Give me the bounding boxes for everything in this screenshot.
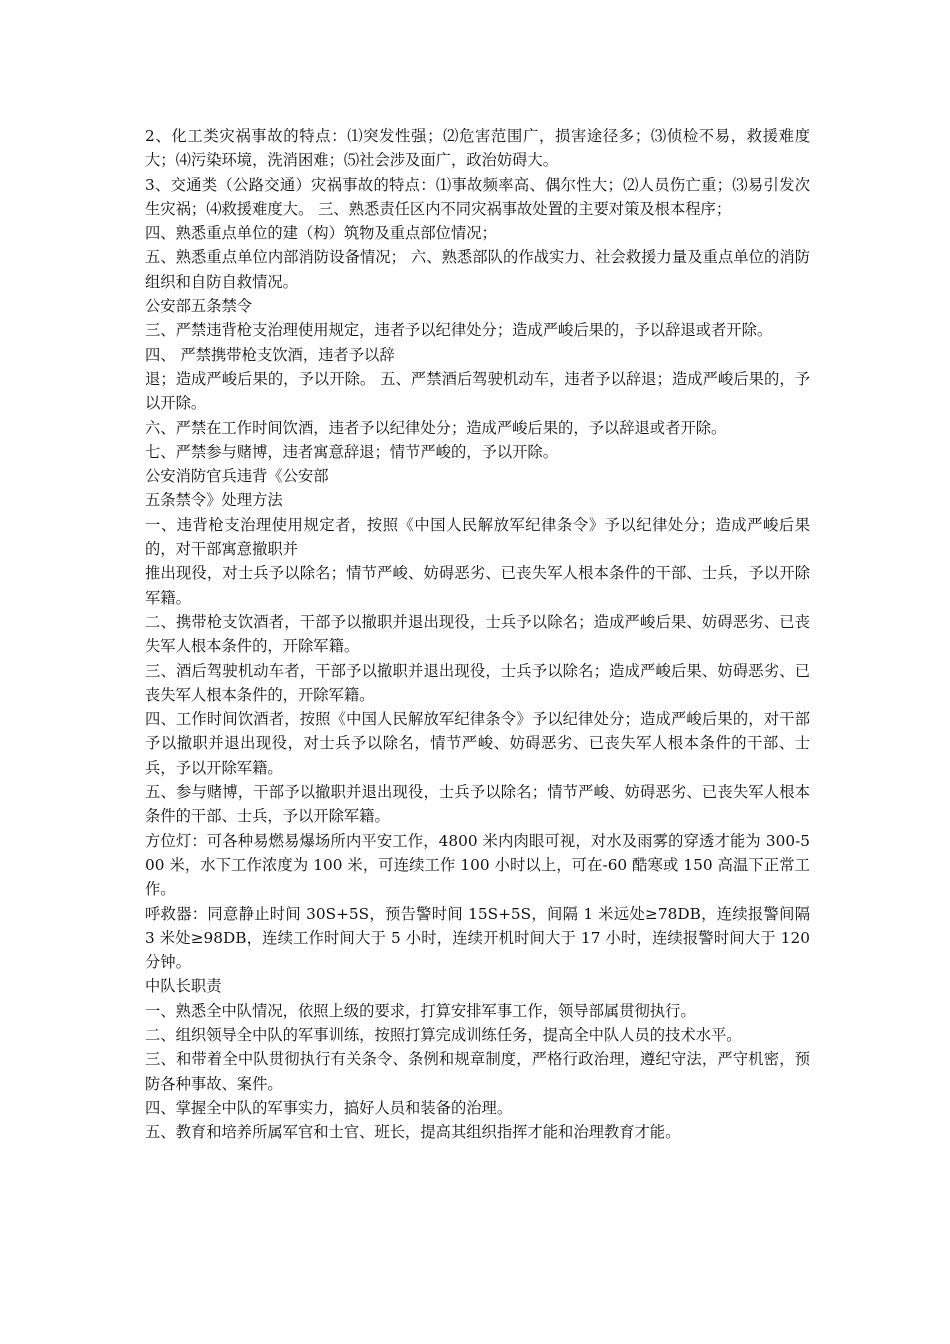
paragraph-distress-alarm: 呼救器：同意静止时间 30S+5S，预告警时间 15S+5S，间隔 1 米远处≥78DB，连续报警间隔 3 米处≥98DB，连续工作时间大于 5 小时，连续开机时间大于 17 小时，连续报警时间大于 120 分钟。 [145,904,810,972]
paragraph-handling-gambling: 五、参与赌博，干部予以撤职并退出现役，士兵予以除名；情节严峻、妨碍恶劣、已丧失军人根本条件的干部、士兵，予以开除军籍。 [145,783,810,826]
paragraph-direction-light: 方位灯：可各种易燃易爆场所内平安工作，4800 米内肉眼可视，对水及雨雾的穿透才能为 300-500 米，水下工作浓度为 100 米，可连续工作 100 小时以上，可在-60 酷寒或 150 高温下正常工作。 [145,831,810,899]
paragraph-duty-3: 三、和带着全中队贯彻执行有关条令、条例和规章制度，严格行政治理，遵纪守法，严守机密，预防各种事故、案件。 [145,1050,810,1093]
paragraph-prohibition-firearms-drinking: 四、 严禁携带枪支饮酒，违者予以辞 [145,345,395,364]
paragraph-duty-5: 五、教育和培养所属军官和士官、班长，提高其组织指挥才能和治理教育才能。 [145,1123,681,1142]
paragraph-prohibition-work-drinking: 六、严禁在工作时间饮酒，违者予以纪律处分；造成严峻后果的，予以辞退或者开除。 [145,418,727,437]
paragraph-handling-firearms: 一、违背枪支治理使用规定者，按照《中国人民解放军纪律条令》予以纪律处分；造成严峻后果的，对干部寓意撤职并 [145,515,810,559]
paragraph-key-unit-fire-equipment: 五、熟悉重点单位内部消防设备情况； 六、熟悉部队的作战实力、社会救援力量及重点单位的消防组织和自防自救情况。 [145,248,810,291]
paragraph-handling-drunk-driving: 三、酒后驾驶机动车者，干部予以撤职并退出现役，士兵予以除名；造成严峻后果、妨碍恶劣、已丧失军人根本条件的，开除军籍。 [145,661,810,704]
paragraph-handling-work-drinking: 四、工作时间饮酒者，按照《中国人民解放军纪律条令》予以纪律处分；造成严峻后果的，对干部予以撤职并退出现役，对士兵予以除名，情节严峻、妨碍恶劣、已丧失军人根本条件的干部、士兵，予以开除军籍。 [145,710,810,777]
paragraph-prohibition-firearms: 三、严禁违背枪支治理使用规定，违者予以纪律处分；造成严峻后果的，予以辞退或者开除。 [145,321,773,340]
paragraph-duty-1: 一、熟悉全中队情况，依照上级的要求，打算安排军事工作，领导部属贯彻执行。 [145,1001,696,1020]
paragraph-key-unit-buildings: 四、熟悉重点单位的建（构）筑物及重点部位情况； [145,224,497,243]
heading-five-prohibitions: 公安部五条禁令 [145,297,253,316]
document-body [145,124,810,1144]
paragraph-duty-2: 二、组织领导全中队的军事训练，按照打算完成训练任务，提高全中队人员的技术水平。 [145,1025,742,1044]
paragraph-prohibition-gambling: 七、严禁参与赌博，违者寓意辞退；情节严峻的，予以开除。 [145,442,559,461]
heading-violation-handling-1: 公安消防官兵违背《公安部 [145,467,329,486]
heading-squadron-leader-duties: 中队长职责 [145,977,222,996]
paragraph-prohibition-drunk-driving: 退；造成严峻后果的，予以开除。 五、严禁酒后驾驶机动车，违者予以辞退；造成严峻后果的，予以开除。 [145,369,810,413]
heading-violation-handling-2: 五条禁令》处理方法 [145,491,283,510]
paragraph-handling-firearms-cont: 推出现役，对士兵予以除名；情节严峻、妨碍恶劣、已丧失军人根本条件的干部、士兵，予以开除军籍。 [145,564,810,607]
paragraph-duty-4: 四、掌握全中队的军事实力，搞好人员和装备的治理。 [145,1098,513,1117]
paragraph-chemical-accident-features: 2、化工类灾祸事故的特点：⑴突发性强；⑵危害范围广，损害途径多；⑶侦检不易，救援难度大；⑷污染环境，洗消困难；⑸社会涉及面广，政治妨碍大。 [145,127,810,170]
paragraph-handling-firearms-drinking: 二、携带枪支饮酒者，干部予以撤职并退出现役，士兵予以除名；造成严峻后果、妨碍恶劣、已丧失军人根本条件的，开除军籍。 [145,612,810,656]
paragraph-traffic-accident-features: 3、交通类（公路交通）灾祸事故的特点：⑴事故频率高、偶尔性大；⑵人员伤亡重；⑶易引发次生灾祸；⑷救援难度大。 三、熟悉责任区内不同灾祸事故处置的主要对策及根本程序； [145,175,810,218]
